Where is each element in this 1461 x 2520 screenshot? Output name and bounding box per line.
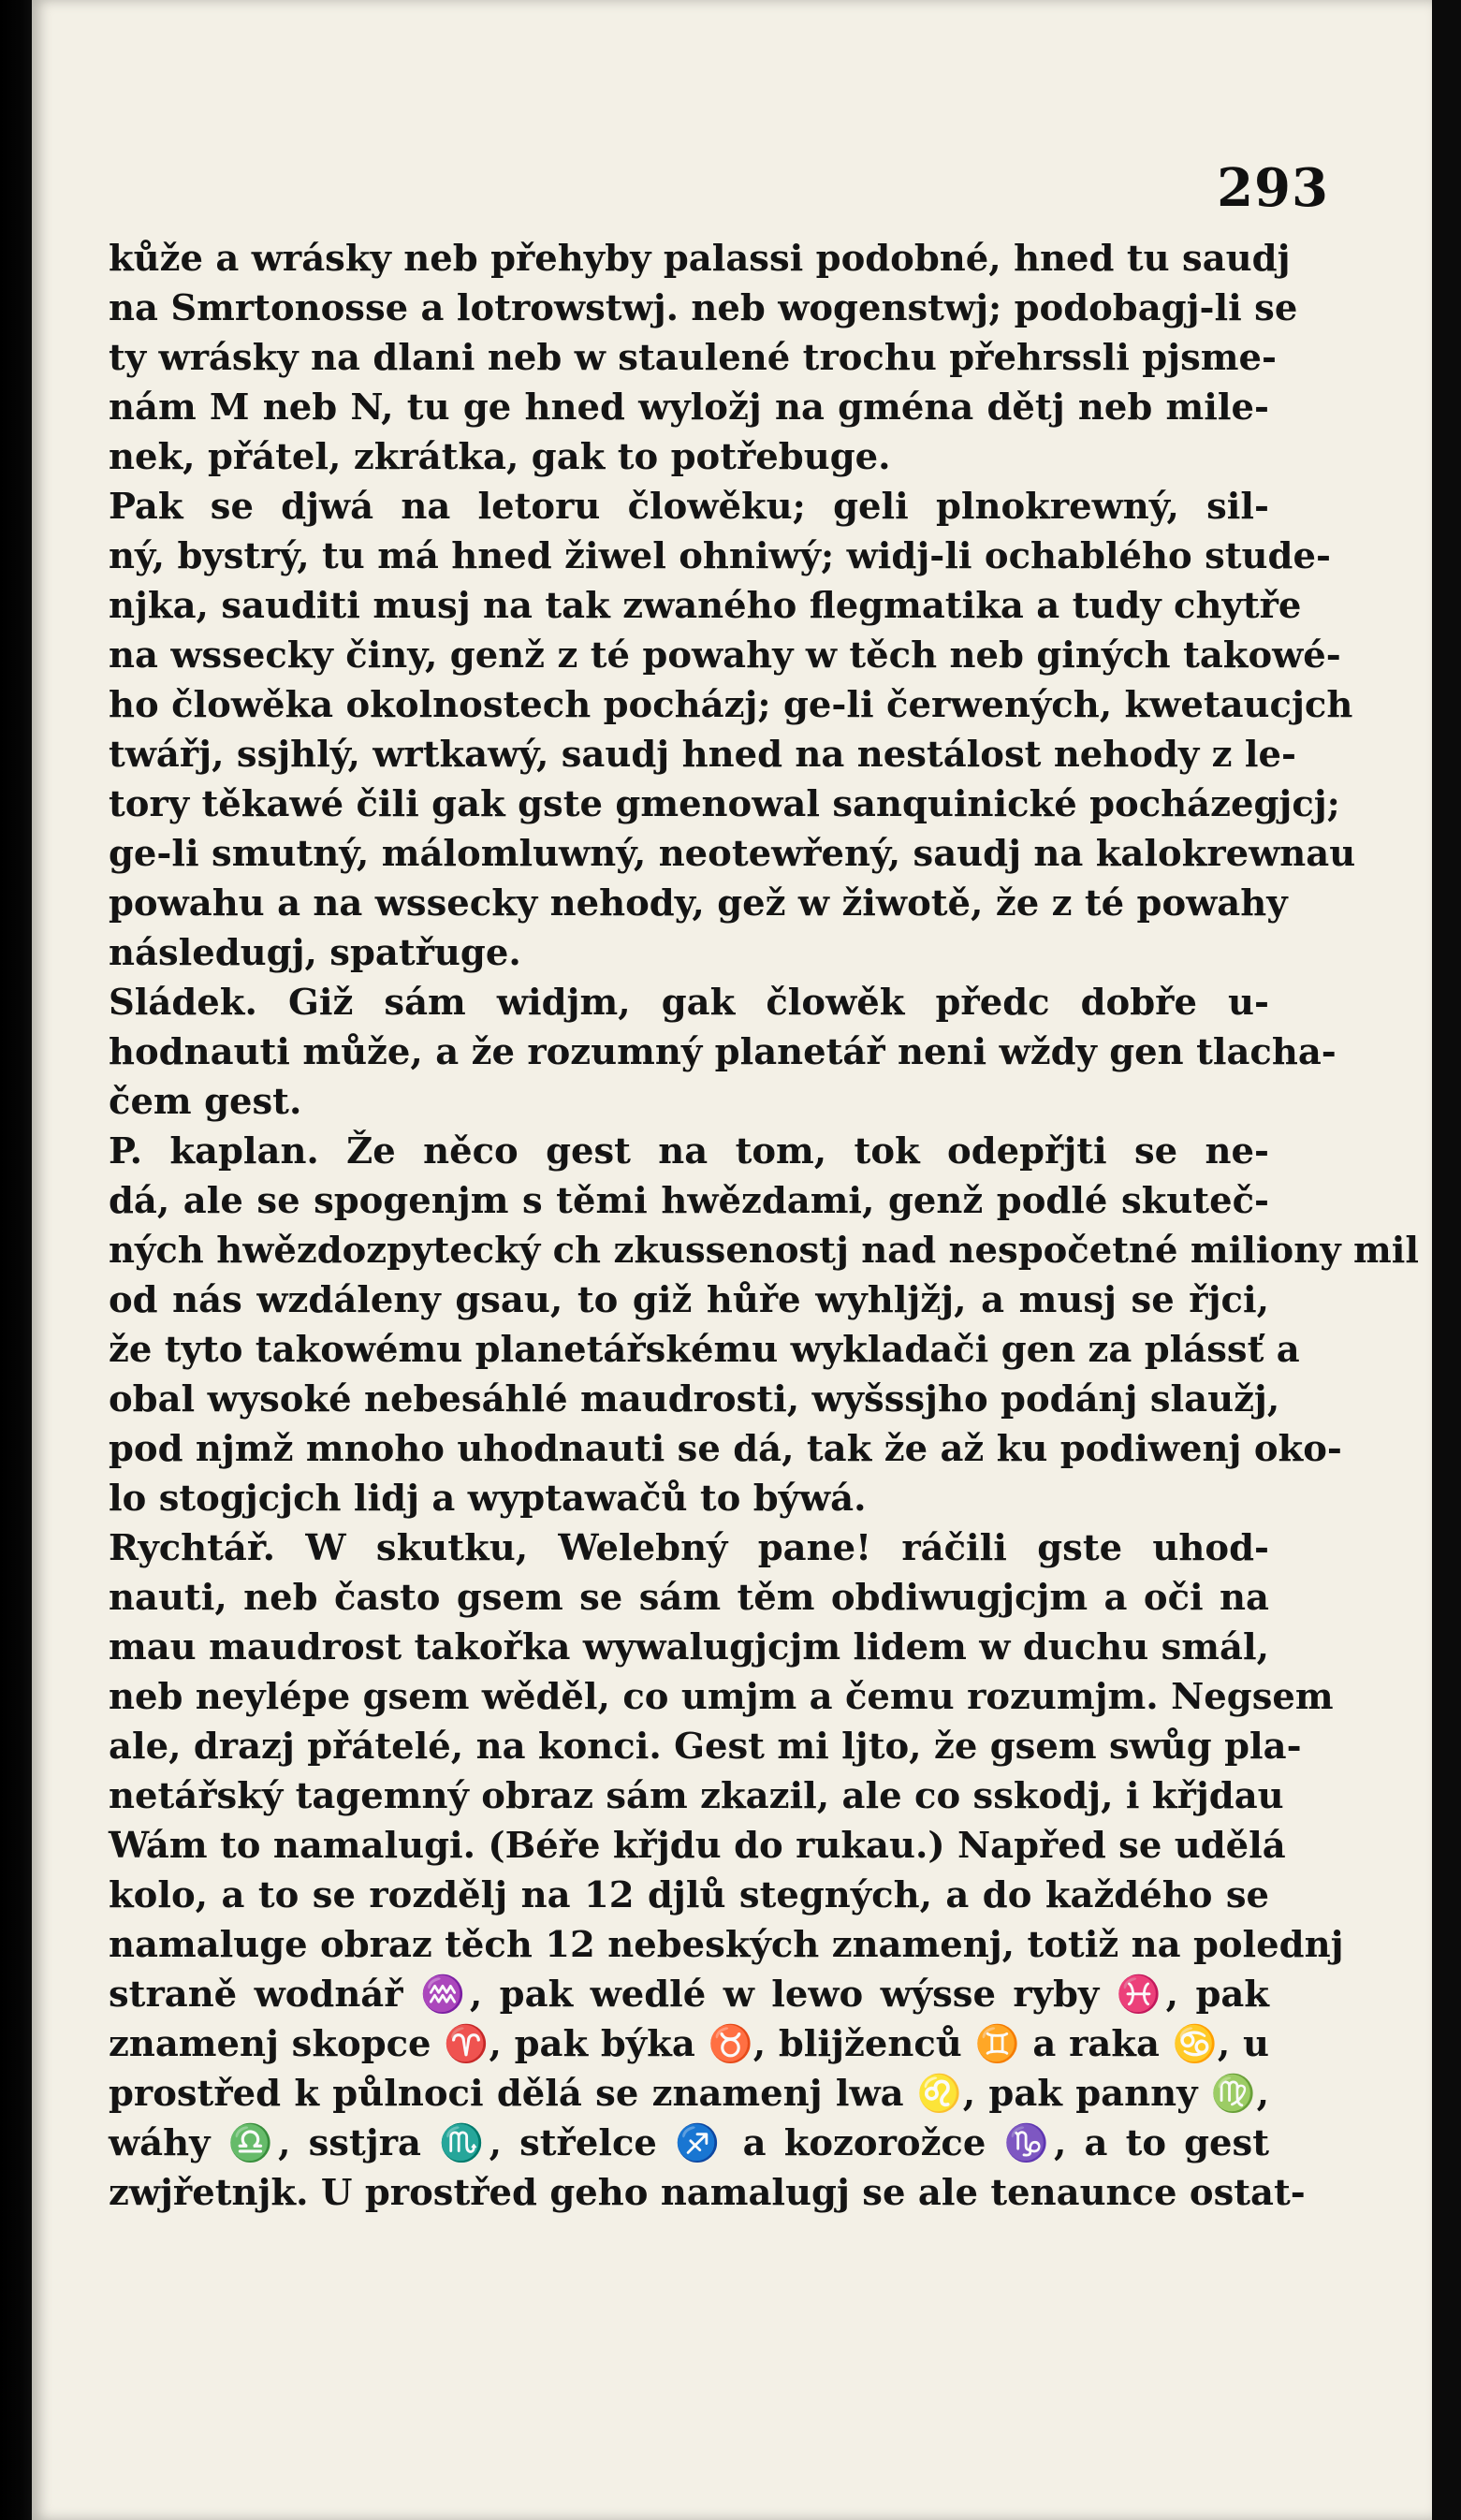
text-line: že tyto takowému planetářskému wykladači gen za plássť a [109, 1329, 1300, 1371]
text-line: njka, sauditi musj na tak zwaného flegmatika a tudy chytře [109, 585, 1302, 627]
text-line: Rychtář. W skutku, Welebný pane! ráčili gste uhod- [109, 1527, 1269, 1569]
text-line: ty wrásky na dlani neb w staulené trochu přehrssli pjsme- [109, 337, 1277, 379]
text-line: Wám to namalugi. (Béře křjdu do rukau.) Napřed se udělá [109, 1825, 1286, 1867]
page-number: 293 [1217, 157, 1329, 219]
text-line: wáhy ♎, sstjra ♏, střelce ♐ a kozorožce ♑, a to gest [109, 2122, 1269, 2164]
text-line: dá, ale se spogenjm s těmi hwězdami, genž podlé skuteč- [109, 1180, 1269, 1222]
text-line: powahu a na wssecky nehody, gež w žiwotě, že z té powahy [109, 882, 1288, 925]
text-line: obal wysoké nebesáhlé maudrosti, wyšssjho podánj slaužj, [109, 1378, 1280, 1420]
text-line: znamenj skopce ♈, pak býka ♉, blijženců ♊ a raka ♋, u [109, 2023, 1269, 2065]
text-line: neb neylépe gsem wěděl, co umjm a čemu rozumjm. Negsem [109, 1676, 1334, 1718]
text-line: Pak se djwá na letoru člowěku; geli plnokrewný, sil- [109, 486, 1269, 528]
text-line: ný, bystrý, tu má hned žiwel ohniwý; widj-li ochablého stude- [109, 535, 1331, 577]
text-line: na wssecky činy, genž z té powahy w těch neb giných takowé- [109, 634, 1341, 677]
text-line: od nás wzdáleny gsau, to giž hůře wyhljžj, a musj se řjci, [109, 1279, 1269, 1321]
text-line: netářský tagemný obraz sám zkazil, ale co sskodj, i křjdau [109, 1775, 1284, 1817]
text-line: prostřed k půlnoci dělá se znamenj lwa ♌, pak panny ♍, [109, 2073, 1269, 2115]
text-line: Sládek. Giž sám widjm, gak člowěk předc dobře u- [109, 982, 1269, 1024]
text-line: ho člowěka okolnostech pocházj; ge-li čerwených, kwetaucjch [109, 684, 1353, 726]
text-line: tory těkawé čili gak gste gmenowal sanquinické pocházegjcj; [109, 783, 1340, 825]
text-line: namaluge obraz těch 12 nebeských znamenj, totiž na polednj [109, 1924, 1344, 1966]
text-line: straně wodnář ♒, pak wedlé w lewo wýsse ryby ♓, pak [109, 1974, 1269, 2016]
text-line: ných hwězdozpytecký ch zkussenostj nad nespočetné miliony mil [109, 1230, 1419, 1272]
body-text [109, 234, 1419, 2218]
text-line: následugj, spatřuge. [109, 932, 521, 974]
text-line: hodnauti může, a že rozumný planetář neni wždy gen tlacha- [109, 1031, 1337, 1073]
text-line: čem gest. [109, 1081, 302, 1123]
book-page [32, 0, 1432, 2520]
text-line: P. kaplan. Že něco gest na tom, tok odepřjti se ne- [109, 1130, 1269, 1173]
text-line: mau maudrost takořka wywalugjcjm lidem w duchu smál, [109, 1626, 1269, 1668]
text-line: nek, přátel, zkrátka, gak to potřebuge. [109, 436, 891, 478]
text-line: ge-li smutný, málomluwný, neotewřený, saudj na kalokrewnau [109, 833, 1356, 875]
text-line: kůže a wrásky neb přehyby palassi podobné, hned tu saudj [109, 238, 1291, 280]
text-line: pod njmž mnoho uhodnauti se dá, tak že až ku podiwenj oko- [109, 1428, 1342, 1470]
text-line: twářj, ssjhlý, wrtkawý, saudj hned na nestálost nehody z le- [109, 734, 1297, 776]
text-line: lo stogjcjch lidj a wyptawačů to býwá. [109, 1478, 867, 1520]
text-line: na Smrtonosse a lotrowstwj. neb wogenstwj; podobagj-li se [109, 287, 1298, 329]
text-line: kolo, a to se rozdělj na 12 djlů stegných, a do každého se [109, 1874, 1269, 1916]
text-line: ale, drazj přátelé, na konci. Gest mi ljto, že gsem swůg pla- [109, 1726, 1302, 1768]
text-line: nám M neb N, tu ge hned wyložj na gména dětj neb mile- [109, 386, 1269, 429]
text-line: nauti, neb často gsem se sám těm obdiwugjcjm a oči na [109, 1577, 1269, 1619]
text-line: zwjřetnjk. U prostřed geho namalugj se ale tenaunce ostat- [109, 2172, 1306, 2214]
